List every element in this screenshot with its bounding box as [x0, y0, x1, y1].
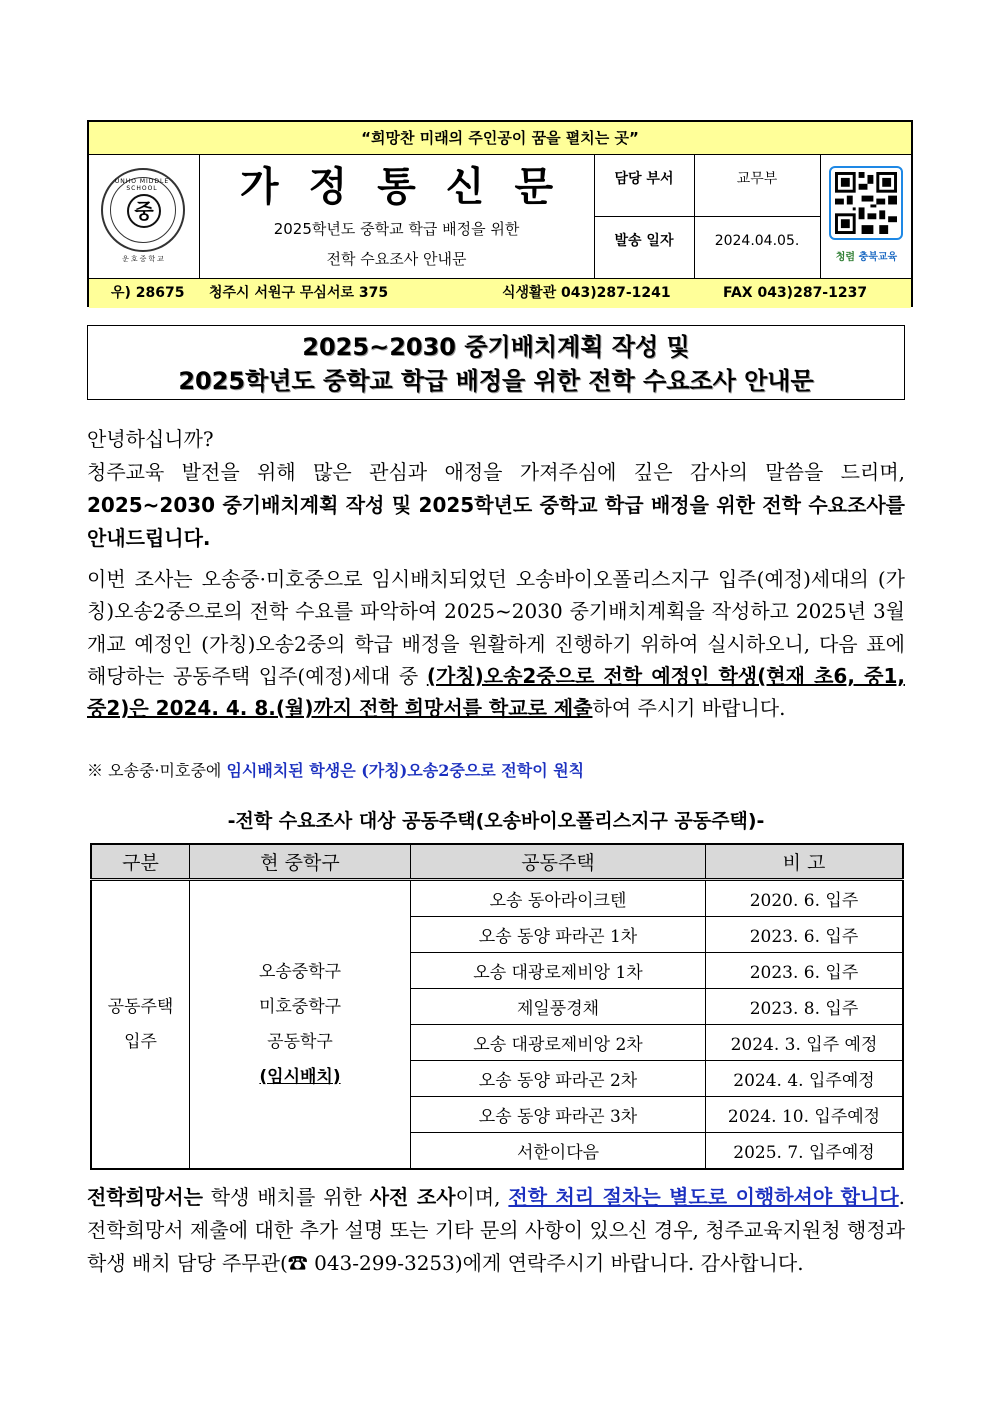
col-header-apartment: 공동주택 [411, 844, 706, 880]
table-header-row [91, 844, 903, 880]
date-value: 2024.04.05. [714, 233, 800, 249]
apartment-remark: 2023. 8. 입주 [706, 989, 904, 1025]
closing-paragraph [87, 1181, 905, 1280]
qr-code-icon[interactable] [829, 166, 903, 240]
apartment-remark: 2020. 6. 입주 [706, 880, 904, 917]
table-title: -전학 수요조사 대상 공동주택(오송바이오폴리스지구 공동주택)- [227, 810, 765, 832]
apartment-name: 제일풍경채 [411, 989, 706, 1025]
apartment-name: 오송 동양 파라곤 2차 [411, 1061, 706, 1097]
table-row [91, 880, 903, 917]
street-address: 청주시 서원구 무심서로 375 [209, 285, 389, 301]
district-line3: 공동학구 [267, 1031, 333, 1052]
greeting: 안녕하십니까? [87, 427, 214, 451]
qr-brand-prefix: 청렴 [835, 252, 856, 263]
body-paragraph [87, 563, 905, 724]
qr-brand [820, 248, 913, 263]
closing-text-3: . 전학희망서 제출에 대한 추가 설명 또는 기타 문의 사항이 있으신 경우, 청주교육지원청 행정과 학생 배치 담당 주무관(☎ 043-299-3253)에게 연락주시기 바랍니다. 감사합니다. [87, 1185, 906, 1275]
apartment-name: 오송 동아라이크텐 [411, 880, 706, 917]
apartment-name: 오송 대광로제비앙 2차 [411, 1025, 706, 1061]
apartment-name: 서한이다음 [411, 1133, 706, 1170]
transfer-procedure-link[interactable]: 전학 처리 절차는 별도로 이행하셔야 합니다 [508, 1185, 899, 1209]
body-text-2: 하여 주시기 바랍니다. [592, 696, 786, 721]
category-cell [91, 880, 190, 1170]
category-line1: 공동주택 [107, 996, 174, 1017]
logo-center-char: 중 [127, 194, 161, 228]
category-line2: 입주 [124, 1031, 157, 1052]
body-text-1: 이번 조사는 오송중·미호중으로 임시배치되었던 오송바이오폴리스지구 입주(예정)세대의 (가칭)오송2중으로의 전학 수요를 파악하여 2025~2030 중기배치계획을 작성하고 2025년 3월 개교 예정인 (가칭)오송2중의 학급 배정을 원활하게 진행하기 위하여 실시하오니, 다음 표에 해당하는 공동주택 입주(예정)세대 중 [87, 567, 905, 688]
school-logo [89, 154, 200, 278]
newsletter-title: 가정통신문 [239, 163, 584, 210]
note-highlight: 임시배치된 학생은 (가칭)오송2중으로 전학이 원칙 [226, 761, 585, 780]
apartment-remark: 2023. 6. 입주 [706, 953, 904, 989]
phone-number: 식생활관 043)287-1241 [502, 285, 671, 301]
col-header-category: 구분 [91, 844, 190, 880]
dept-label: 담당 부서 [594, 154, 695, 216]
apartment-remark: 2024. 10. 입주예정 [706, 1097, 904, 1133]
apartment-name: 오송 대광로제비앙 1차 [411, 953, 706, 989]
body-emphasis: (가칭)오송2중으로 전학 예정인 학생(현재 초6, 중1, 중2)은 2024. 4. 8.(월)까지 전학 희망서를 학교로 제출 [87, 663, 905, 721]
dept-value: 교무부 [736, 171, 778, 187]
district-line1: 오송중학구 [258, 961, 342, 982]
apartment-remark: 2024. 3. 입주 예정 [706, 1025, 904, 1061]
newsletter-subtitle-2: 전학 수요조사 안내문 [326, 250, 467, 268]
col-header-district: 현 중학구 [190, 844, 411, 880]
main-title-line2: 2025학년도 중학교 학급 배정을 위한 전학 수요조사 안내문 [178, 367, 814, 395]
school-address-bar [89, 278, 911, 308]
fax-number: FAX 043)287-1237 [723, 285, 868, 301]
main-title-box [87, 325, 905, 400]
apartment-name: 오송 동양 파라곤 1차 [411, 917, 706, 953]
intro-text: 청주교육 발전을 위해 많은 관심과 애정을 가져주심에 깊은 감사의 말씀을 드리며, [87, 460, 905, 484]
note-prefix: ※ 오송중·미호중에 [87, 761, 227, 780]
meta-info [594, 154, 821, 278]
date-label: 발송 일자 [594, 216, 695, 278]
newsletter-title-cell [199, 154, 595, 278]
school-emblem-icon [101, 168, 185, 252]
note [87, 758, 584, 781]
qr-brand-name: 충북교육 [858, 252, 898, 263]
logo-bottom-text: 운호중학교 [122, 255, 166, 263]
apartment-remark: 2023. 6. 입주 [706, 917, 904, 953]
logo-arc-text: UNHO MIDDLE SCHOOL [114, 178, 170, 192]
district-cell [190, 880, 411, 1170]
district-line2: 미호중학구 [258, 996, 342, 1017]
school-slogan: “희망찬 미래의 주인공이 꿈을 펼치는 곳” [89, 122, 911, 155]
district-line4: (임시배치) [259, 1066, 341, 1087]
newsletter-subtitle-1: 2025학년도 중학교 학급 배정을 위한 [273, 220, 520, 238]
intro-bold-text: 2025~2030 중기배치계획 작성 및 2025학년도 중학교 학급 배정을 위한 전학 수요조사를 안내드립니다. [87, 493, 905, 550]
closing-text-1: 학생 배치를 위한 [202, 1185, 370, 1209]
intro-paragraph [87, 456, 905, 555]
closing-bold-2: 사전 조사 [369, 1185, 456, 1209]
col-header-remarks: 비 고 [706, 844, 904, 880]
main-title-line1: 2025~2030 중기배치계획 작성 및 [302, 333, 690, 361]
apartment-remark: 2025. 7. 입주예정 [706, 1133, 904, 1170]
qr-cell [820, 154, 913, 278]
apartment-table [90, 843, 904, 1170]
apartment-remark: 2024. 4. 입주예정 [706, 1061, 904, 1097]
postal-code: 우) 28675 [111, 285, 185, 301]
closing-bold-1: 전학희망서는 [87, 1185, 203, 1209]
apartment-name: 오송 동양 파라곤 3차 [411, 1097, 706, 1133]
closing-text-2: 이며, [455, 1185, 509, 1209]
newsletter-header [87, 120, 913, 307]
